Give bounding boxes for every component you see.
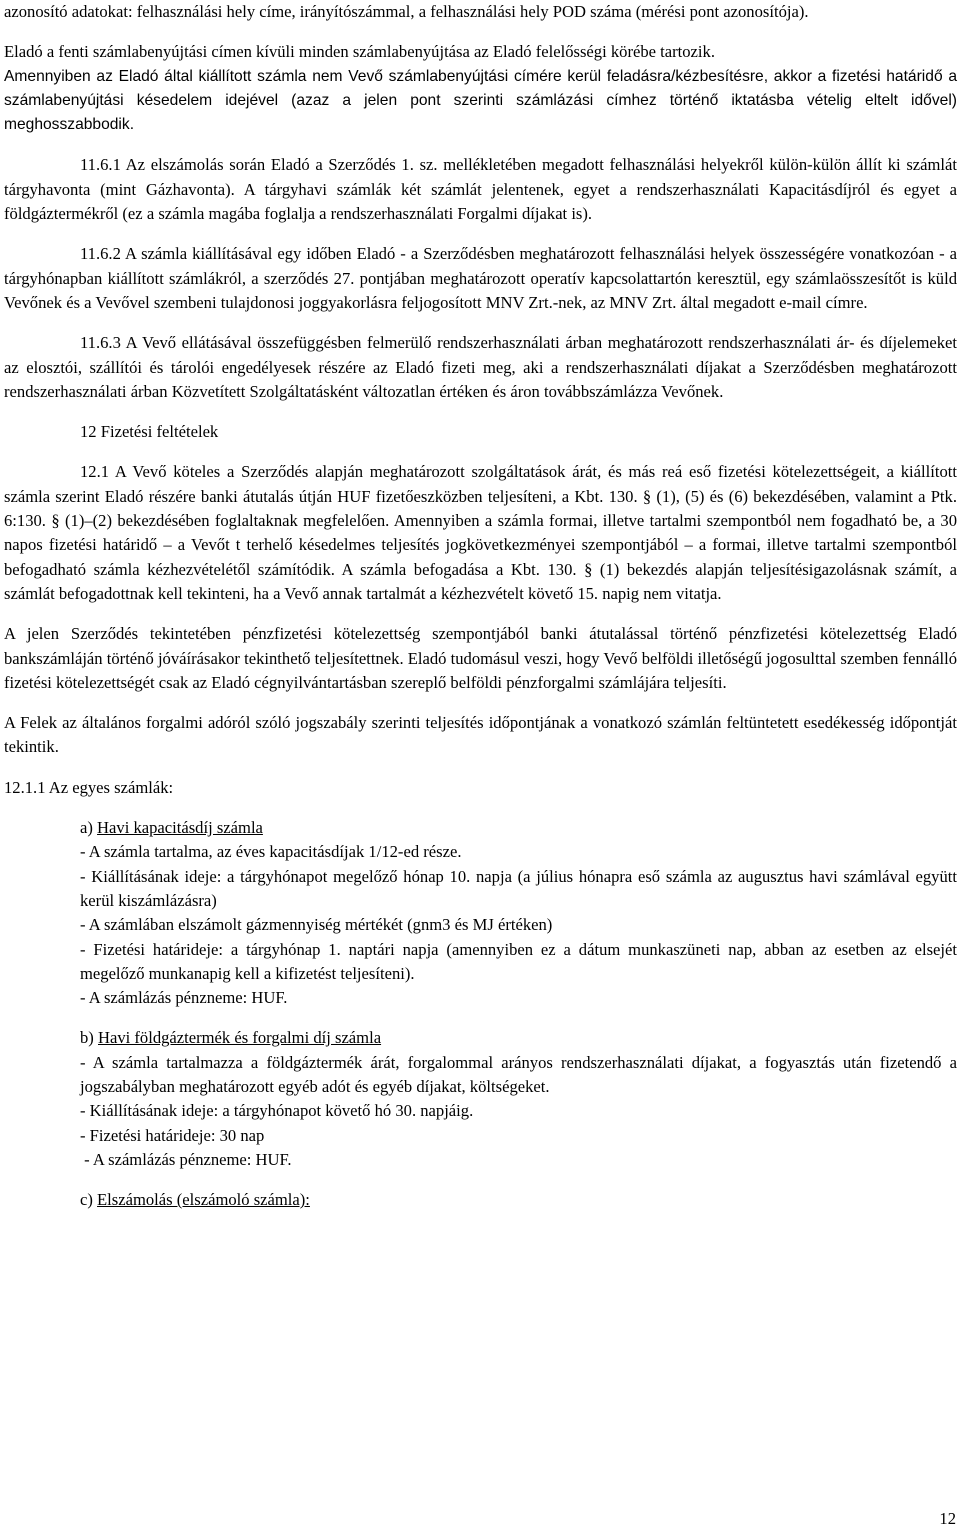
paragraph-12-1: 12.1 A Vevő köteles a Szerződés alapján meghatározott szolgáltatások árát, és más reá eső fizetési kötelezettségeit, a kiállított számla szerint Eladó részére banki átutalás útján HUF fizetőeszközben teljesíteni, a Kbt. 130. § (1), (5) és (6) bekezdésében, valamint a Ptk. 6:130. § (1)–(2) bekezdésében foglaltaknak megfelelően. Amennyiben a számla formai, illetve tartalmi szempontból nem fogadható be, a 30 napos fizetési határidő – a Vevőt t terhelő késedelmes teljesítés jogkövetkezményei szempontjából – a formai, illetve tartalmi szempontból befogadható számla kézhezvételétől számítódik. A számla befogadása a Kbt. 130. § (1) bekezdés alapján teljesítésigazolásnak számít, a számlát befogadottnak kell tekinteni, ha a Vevő annak tartalmát a kézhezvételt követő 15. napig nem vitatja. <box>4 462 957 603</box>
section-b-line: - A számlázás pénzneme: HUF. <box>80 1149 292 1169</box>
section-b-title: Havi földgáztermék és forgalmi díj számla <box>97 1028 382 1048</box>
paragraph-11-6-1: 11.6.1 Az elszámolás során Eladó a Szerződés 1. sz. mellékletében megadott felhasználási helyekről külön-külön állít ki számlát tárgyhavonta (mint Gázhavonta). A tárgyhavi számlák két számlát jelentenek, egyet a rendszerhasználati Kapacitásdíjról és egyet a földgáztermékről (ez a számla magába foglalja a rendszerhasználati Forgalmi díjakat is). <box>4 155 957 224</box>
section-a-line: - A számla tartalma, az éves kapacitásdíjak 1/12-ed része. <box>80 842 462 862</box>
section-c-heading <box>80 1188 957 1212</box>
section-a-heading <box>80 816 957 840</box>
section-b-line: - A számla tartalmazza a földgáztermék árát, forgalommal arányos rendszerhasználati díjakat, a fogyasztás után fizetendő a jogszabályban meghatározott egyéb adót és egyéb díjakat, költségeket. <box>80 1052 957 1096</box>
section-a <box>4 816 957 1010</box>
paragraph-jelen: A jelen Szerződés tekintetében pénzfizetési kötelezettség szempontjából banki átutalással történő pénzfizetési kötelezettség Eladó bankszámláján történő jóváírásakor tekinthető teljesítettnek. Eladó tudomásul veszi, hogy Vevő belföldi illetőségű jogosulttal szemben fennálló fizetési kötelezettségét csak az Eladó cégnyilvántartásban szereplő belföldi pénzforgalmi számlájára teljesíti. <box>4 624 957 692</box>
section-b <box>4 1026 957 1172</box>
section-b-line: - Fizetési határideje: 30 nap <box>80 1125 265 1145</box>
section-a-line: - A számlázás pénzneme: HUF. <box>80 988 288 1008</box>
section-a-line: - Fizetési határideje: a tárgyhónap 1. naptári napja (amennyiben ez a dátum munkaszüneti nap, abban az esetben az elsejét megelőző munkanapig kell a kifizetést teljesíteni). <box>80 939 957 983</box>
page-content <box>4 0 957 1212</box>
paragraph-elado-2: Amennyiben az Eladó által kiállított számla nem Vevő számlabenyújtási címére kerül feladásra/kézbesítésre, akkor a fizetési határidő a számlabenyújtási késedelem idejével (azaz a jelen pont szerinti számlázási címhez történő iktatásba vételig eltelt idővel) meghosszabbodik. <box>4 67 957 134</box>
paragraph-11-6-3: 11.6.3 A Vevő ellátásával összefüggésben felmerülő rendszerhasználati árban meghatározott rendszerhasználati ár- és díjelemeket az elosztói, szállítói és tárolói engedélyesek részére az Eladó fizeti meg, aki a rendszerhasználati díjakat a Szerződésben meghatározott rendszerhasználati árban Közvetített Szolgáltatásként változatlan értéken és áron továbbszámlázza Vevőnek. <box>4 333 957 401</box>
heading-12-1-1: 12.1.1 Az egyes számlák: <box>4 777 174 797</box>
page-number: 12 <box>939 1508 956 1528</box>
paragraph-felek: A Felek az általános forgalmi adóról szóló jogszabály szerinti teljesítés időpontjának a vonatkozó számlán feltüntetett esedékesség időpontját tekintik. <box>4 713 957 757</box>
section-a-line: - Kiállításának ideje: a tárgyhónapot megelőző hónap 10. napja (a július hónapra eső számla az augusztus havi számlával együtt kerül kiszámlázásra) <box>80 866 957 910</box>
paragraph-11-6-2: 11.6.2 A számla kiállításával egy időben Eladó - a Szerződésben meghatározott felhasználási helyek összességére vonatkozóan - a tárgyhónapban kiállított számlákról, a szerződés 27. pontjában meghatározott operatív kapcsolattartón keresztül, egy számlaösszesítőt is küld Vevőnek és a Vevővel szembeni tulajdonosi joggyakorlásra feljogosított MNV Zrt.-nek, az MNV Zrt. által megadott e-mail címre. <box>4 244 957 312</box>
paragraph-top: azonosító adatokat: felhasználási hely címe, irányítószámmal, a felhasználási hely POD száma (mérési pont azonosítója). <box>4 2 809 21</box>
paragraph-elado-1: Eladó a fenti számlabenyújtási címen kívüli minden számlabenyújtása az Eladó felelősségi körébe tartozik. <box>4 42 715 62</box>
section-a-title: Havi kapacitásdíj számla <box>97 818 263 838</box>
section-a-line: - A számlában elszámolt gázmennyiség mértékét (gnm3 és MJ értéken) <box>80 915 553 935</box>
heading-12: 12 Fizetési feltételek <box>80 422 219 442</box>
section-b-line: - Kiállításának ideje: a tárgyhónapot követő hó 30. napjáig. <box>80 1101 474 1121</box>
section-b-prefix: b) <box>80 1028 98 1048</box>
section-c-prefix: c) <box>80 1190 98 1210</box>
section-c-title: Elszámolás (elszámoló számla): <box>97 1190 310 1210</box>
section-c <box>4 1188 957 1212</box>
section-a-prefix: a) <box>80 818 98 838</box>
section-b-heading <box>80 1026 957 1050</box>
